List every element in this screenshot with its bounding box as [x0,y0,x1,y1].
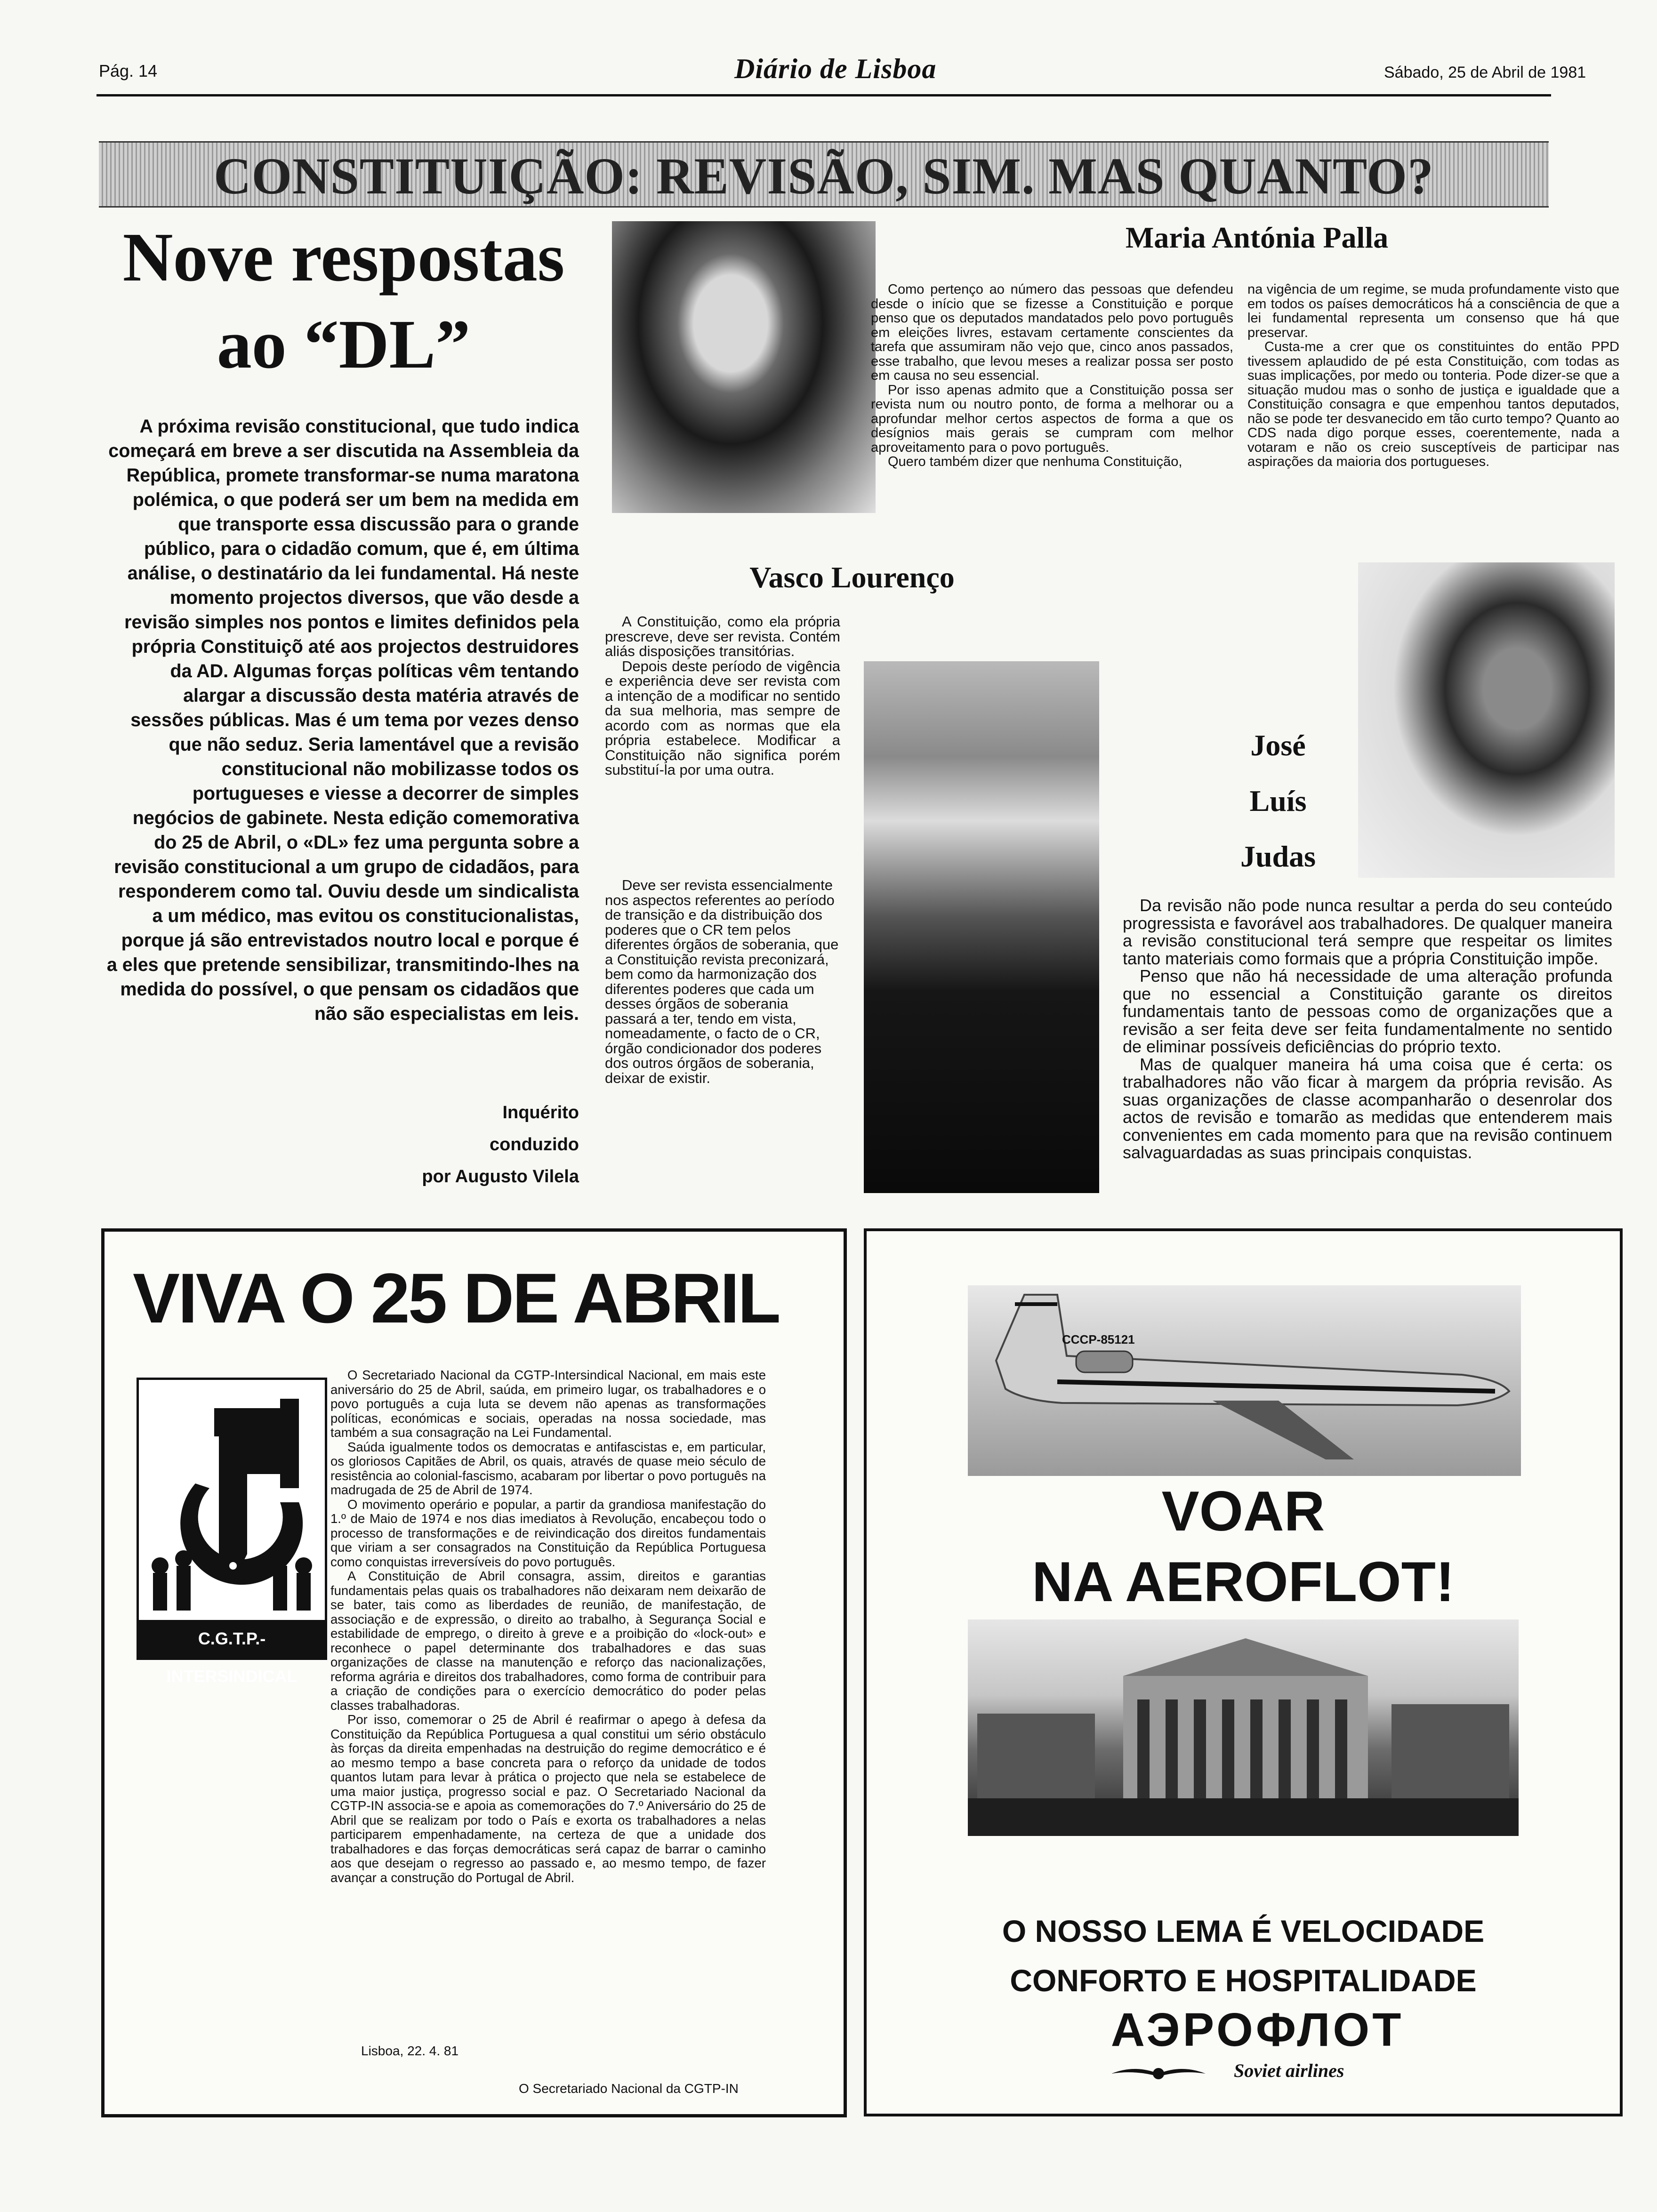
aeroflot-slogan-line2: CONFORTO E HOSPITALIDADE [1010,1963,1477,1998]
cgtp-place-date: Lisboa, 22. 4. 81 [361,2044,459,2058]
header-rule [97,94,1551,96]
judas-photo [1358,562,1615,878]
cgtp-body [330,1368,766,1885]
lourenco-para: Depois deste período de vigência e experiência deve ser revista com a intenção de a modificar no sentido da sua melhoria, mas sempre de acordo com as normas que ela própria estabelece. Modificar a Constituição não significa porém substituí-la por uma outra. [605,657,840,778]
palla-para: na vigência de um regime, se muda profundamente visto que em todos os países democráticos há a consciência de que a lei fundamental representa um consenso que há que preservar. [1247,282,1619,340]
judas-name-line3: Judas [1240,840,1316,873]
aeroflot-slogan-line1: O NOSSO LEMA É VELOCIDADE [1002,1914,1485,1948]
bolshoi-theatre-icon [968,1619,1519,1836]
judas-name-line2: Luís [1249,784,1307,817]
palla-para: Quero também dizer que nenhuma Constituição, [888,454,1182,469]
palla-photo [612,221,876,513]
lourenco-text-bottom [605,878,840,1085]
byline-line3: por Augusto Vilela [422,1167,579,1186]
aeroflot-brand: АЭРОФЛОТ [1110,2004,1404,2056]
cgtp-ad [101,1228,847,2117]
palla-para: Como pertenço ao número das pessoas que defendeu desde o início que se fizesse a Constituição e porque penso que os deputados mandatados pelo povo português em eleições livres, estavam certamente conscientes da tarefa que assumiram não vejo que, cinco anos passados, esse trabalho, que levou meses a realizar possa ser posto em causa no seu essencial. [871,282,1233,383]
page-number: Pág. 14 [99,61,158,80]
cgtp-para: Saúda igualmente todos os democratas e antifascistas e, em particular, os gloriosos Capitães de Abril, os quais, através de quase meio século de resistência ao colonial-fascismo, acabaram por libertar o povo português na madrugada de 25 de Abril de 1974. [330,1439,766,1497]
cgtp-para: O Secretariado Nacional da CGTP-Intersindical Nacional, em mais este aniversário do 25 de Abril, saúda, em primeiro lugar, os trabalhadores e o povo português a cuja luta se devem não apenas as transformações políticas, económicas e sociais, operadas na nossa sociedade, mas também a sua consagração na Lei Fundamental. [330,1368,766,1440]
cgtp-para: A Constituição de Abril consagra, assim, direitos e garantias fundamentais pelas quais os trabalhadores não deixaram nem deixarão de se bater, tais como as liberdades de reunião, de manifestação, de associação e de expressão, o direito ao trabalho, à Segurança Social e estabilidade de emprego, o direito à greve e a proibição do «lock-out» e reconhece o papel determinante dos trabalhadores e das suas organizações de classe na manutenção e reforço das nacionalizações, reforma agrária e direitos dos trabalhadores, como forma de contribuir para a criação de condições para o exercício democrático do poder pelas classes trabalhadoras. [330,1569,766,1713]
airplane-icon [968,1285,1521,1476]
hammer-pen-icon [139,1380,325,1615]
judas-para: Mas de qualquer maneira há uma coisa que é certa: os trabalhadores não vão ficar à margem da própria revisão. As suas organizações de classe acompanharão o desenrolar dos actos de revisão e tomarão as medidas que entenderem mais convenientes em cada momento para que na revisão continuem salvaguardadas as suas principais conquistas. [1123,1054,1612,1162]
lourenco-text-top [605,614,840,777]
aeroflot-plane-photo [968,1285,1521,1476]
palla-para: Por isso apenas admito que a Constituição possa ser revista num ou noutro ponto, de forma a melhorar ou a aprofundar melhor certos aspectos de forma a que os desígnios mais gerais se cumpram com melhor aproveitamento para o povo português. [871,382,1233,455]
feature-headline-line1: Nove respostas [122,219,565,296]
feature-headline [99,214,588,388]
section-banner [99,141,1549,208]
plane-registration: CCCP-85121 [1062,1332,1135,1346]
aeroflot-emblem [1111,2060,1206,2088]
aeroflot-headline-line2: NA AEROFLOT! [1032,1550,1455,1613]
palla-para: Custa-me a crer que os constituintes do então PPD tivessem aplaudido de pé esta Constituição, com todas as suas implicações, por medo ou tonteria. Pode dizer-se que a situação mudou mas o sonho de justiça e igualdade que a Constituição consagra e que empenhou tantos deputados, não se pode ter desvanecido em tão curto tempo? Quanto ao CDS nada digo porque esses, coerentemente, nada a votaram e não os creio susceptíveis de participar nas aspirações da maioria dos portugueses. [1247,339,1619,469]
cgtp-logo-text: C.G.T.P.-INTERSINDICAL [139,1620,325,1658]
aeroflot-ad [864,1228,1623,2116]
aeroflot-theatre-photo [968,1619,1519,1836]
cgtp-para: Por isso, comemorar o 25 de Abril é reafirmar o apego à defesa da Constituição da República Portuguesa a qual constitui um sério obstáculo às forças da direita empenhadas na destruição do regime democrático e é ao mesmo tempo a base concreta para o reforço da unidade de todos quantos lutam para levar à prática o projecto que nela se estabelece de uma maior justiça, progresso social e paz. O Secretariado Nacional da CGTP-IN associa-se e apoia as comemorações do 7.º Aniversário do 25 de Abril que se realizam por todo o País e exorta os trabalhadores a nelas participarem empenhadamente, na certeza de que a unidade dos trabalhadores e das forças democráticas será capaz de barrar o caminho aos que desejam o regresso ao passado e, ao mesmo tempo, de fazer avançar a construção do Portugal de Abril. [330,1712,766,1885]
palla-name: Maria Antónia Palla [1125,221,1389,254]
winged-hammer-sickle-icon [1111,2060,1206,2088]
issue-date: Sábado, 25 de Abril de 1981 [1384,64,1586,81]
feature-intro: A próxima revisão constitucional, que tudo indica começará em breve a ser discutida na Assembleia da República, promete transformar-se numa maratona polémica, o que poderá ser um bem na medida em que transporte essa discussão para o grande público, para o cidadão comum, que é, em última análise, o destinatário da lei fundamental. Há neste momento projectos diversos, que vão desde a revisão simples nos pontos e limites definidos pela própria Constituiçõ até aos projectos destruidores da AD. Algumas forças políticas vêm tentando alargar a discussão desta matéria através de sessões públicas. Mas é um tema por vezes denso que não seduz. Seria lamentável que a revisão constitucional não mobilizasse todos os portugueses e viesse a decorrer de simples negócios de gabinete. Nesta edição comemorativa do 25 de Abril, o «DL» fez uma pergunta sobre a revisão constitucional a um grupo de cidadãos, para responderem como tal. Ouviu desde um sindicalista a um médico, mas evitou os constitucionalistas, porque já são entrevistados noutro local e porque é a eles que pretende sensibilizar, transmitindo-lhes na medida do possível, o que pensam os cidadãos que não são especialistas em leis. [106,416,579,1024]
aeroflot-brand-sub: Soviet airlines [1234,2060,1344,2081]
lourenco-photo [864,661,1099,1193]
cgtp-headline: VIVA O 25 DE ABRIL [133,1258,779,1338]
section-title: CONSTITUIÇÃO: REVISÃO, SIM. MAS QUANTO? [214,147,1434,205]
byline-line2: conduzido [490,1135,579,1154]
feature-headline-line2: ao “DL” [217,306,471,383]
lourenco-para: Deve ser revista essencialmente nos aspectos referentes ao período de transição e da distribuição dos poderes que o CR tem pelos diferentes órgãos de soberania, que a Constituição revista preconizará, bem como da harmonização dos diferentes poderes que cada um desses órgãos de soberania passará a ter, tendo em vista, nomeadamente, o facto de o CR, órgão condicionador dos poderes dos outros órgãos de soberania, deixar de existir. [605,877,839,1086]
judas-text [1123,897,1612,1162]
palla-column-2 [1247,282,1619,469]
judas-name-line1: José [1250,729,1306,762]
aeroflot-headline-line1: VOAR [1161,1480,1325,1543]
lourenco-name: Vasco Lourenço [749,561,955,594]
cgtp-para: O movimento operário e popular, a partir da grandiosa manifestação do 1.º de Maio de 1974 e nos dias imediatos à Revolução, encabeçou todo o processo de transformações e de reivindicação dos direitos fundamentais que viriam a ser consagrados na Constituição da República Portuguesa como conquistas irreversíveis do povo português. [330,1497,766,1569]
judas-name [1215,718,1342,884]
feature-byline [377,1097,579,1193]
aeroflot-headline [961,1476,1526,1617]
judas-para: Da revisão não pode nunca resultar a perda do seu conteúdo progressista e favorável aos trabalhadores. De qualquer maneira a revisão constitucional terá sempre que respeitar os limites tanto materiais como formais que a própria Constituição impõe. [1123,896,1612,968]
palla-column-1 [871,282,1233,469]
masthead: Diário de Lisboa [734,53,937,84]
cgtp-signature: O Secretariado Nacional da CGTP-IN [519,2081,739,2096]
lourenco-para: A Constituição, como ela própria prescreve, deve ser revista. Contém aliás disposições transitórias. [605,613,840,659]
aeroflot-slogan [937,1907,1549,2005]
byline-line1: Inquérito [502,1103,579,1122]
cgtp-logo [137,1378,327,1686]
judas-para: Penso que não há necessidade de uma alteração profunda que no essencial a Constituição garante os direitos fundamentais tanto de pessoas como de organizações que a revisão a ser feita deve ser feita fundamentalmente no sentido de eliminar possíveis deficiências do próprio texto. [1123,966,1612,1056]
